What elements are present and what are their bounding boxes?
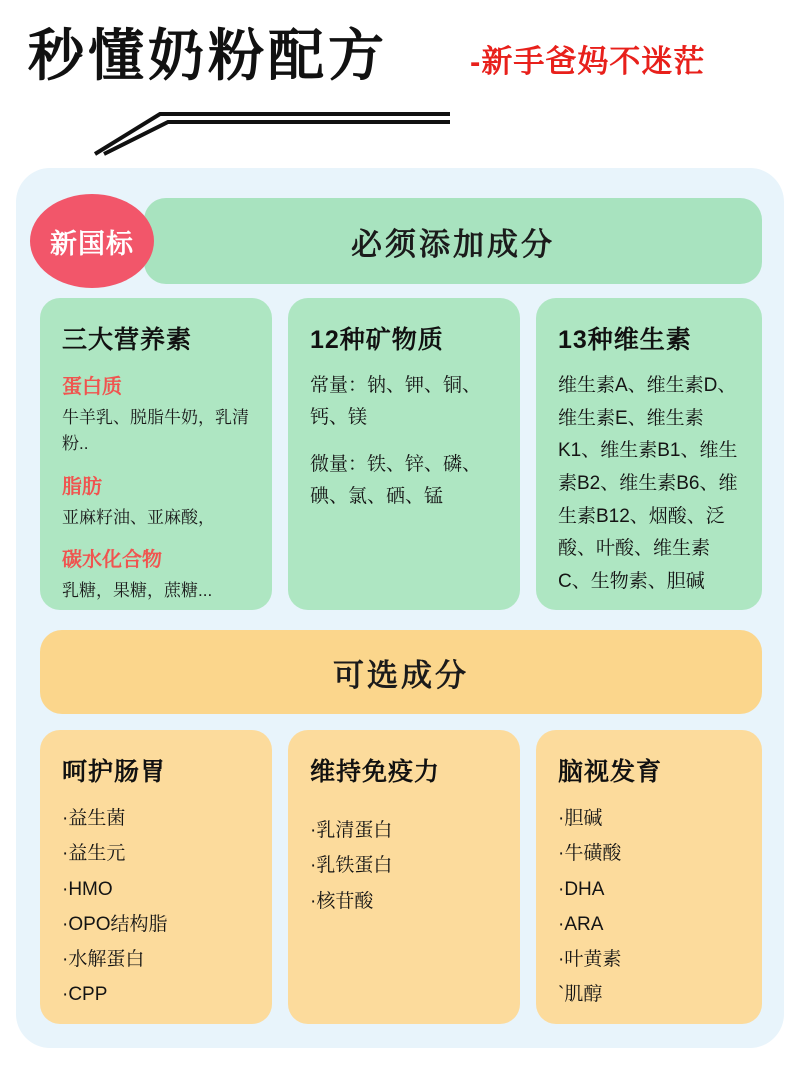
- card-title: 三大营养素: [62, 326, 193, 354]
- nutrient-text-fat: 亚麻籽油、亚麻酸，: [62, 507, 215, 527]
- page-title: 秒懂奶粉配方: [28, 24, 388, 87]
- card-three-nutrients: [40, 298, 272, 610]
- card-title: 呵护肠胃: [62, 758, 167, 786]
- card-vitamins: [536, 298, 762, 610]
- section-header-required: 必须添加成分: [144, 198, 762, 284]
- list-item: ·乳铁蛋白: [310, 855, 393, 877]
- card-gut-care: [40, 730, 272, 1024]
- title-underline-decoration: [90, 96, 460, 156]
- list-item: ·CPP: [62, 984, 108, 1006]
- minerals-macro-line: 常量：钠、钾、铜、钙、镁: [310, 375, 482, 429]
- list-item: ·胆碱: [558, 808, 603, 829]
- title-area: [0, 0, 800, 130]
- list-item: ·OPO结构脂: [62, 913, 168, 935]
- nutrient-text-protein: 牛羊乳、脱脂牛奶，乳清粉..: [62, 408, 249, 454]
- card-title: 13种维生素: [558, 326, 692, 354]
- list-item: ·叶黄素: [558, 949, 622, 970]
- list-item: ·乳清蛋白: [310, 820, 393, 841]
- list-item: ·益生菌: [62, 808, 126, 829]
- card-title: 12种矿物质: [310, 326, 444, 354]
- nutrient-label-fat: 脂肪: [62, 475, 102, 498]
- nutrient-label-protein: 蛋白质: [62, 376, 122, 398]
- page-subtitle: -新手爸妈不迷茫: [470, 44, 706, 79]
- section-header-optional: 可选成分: [40, 630, 762, 714]
- list-item: ·ARA: [558, 913, 604, 935]
- new-standard-badge: [30, 194, 154, 288]
- card-minerals: [288, 298, 520, 610]
- vitamins-text: 维生素A、维生素D、维生素E、维生素K1、维生素B1、维生素B2、维生素B6、维生素B12、烟酸、泛酸、叶酸、维生素C、生物素、胆碱: [558, 375, 738, 593]
- list-item: ·水解蛋白: [62, 949, 145, 970]
- nutrient-label-carbs: 碳水化合物: [62, 549, 162, 572]
- content-panel: [16, 168, 784, 1048]
- list-item: ·DHA: [558, 878, 605, 900]
- card-immunity: [288, 730, 520, 1024]
- minerals-trace-line: 微量：铁、锌、磷、碘、氯、硒、锰: [310, 453, 482, 507]
- new-standard-badge-label: 新国标: [50, 228, 134, 259]
- card-title: 维持免疫力: [310, 758, 441, 786]
- nutrient-text-carbs: 乳糖，果糖，蔗糖...: [62, 581, 213, 601]
- list-item: ·牛磺酸: [558, 843, 622, 865]
- card-title: 脑视发育: [558, 758, 663, 786]
- list-item: ·HMO: [62, 878, 113, 900]
- list-item: ·核苷酸: [310, 890, 374, 912]
- card-brain-vision: [536, 730, 762, 1024]
- list-item: ·益生元: [62, 843, 126, 865]
- list-item: `肌醇: [558, 984, 603, 1006]
